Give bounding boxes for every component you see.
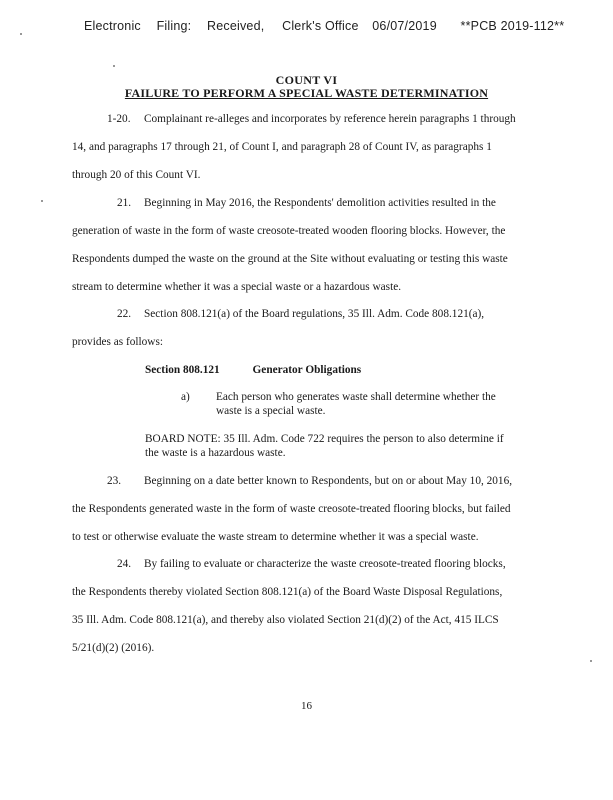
para-22-number: 22. <box>117 308 132 320</box>
scan-speck <box>590 660 592 662</box>
quote-item-line2: waste is a special waste. <box>216 405 326 417</box>
para-23-line2: the Respondents generated waste in the form of waste creosote-treated flooring blocks, but failed <box>72 503 511 515</box>
scan-speck <box>41 200 43 202</box>
para-1-20-line1: Complainant re-alleges and incorporates by reference herein paragraphs 1 through <box>144 113 516 125</box>
para-21-line2: generation of waste in the form of waste creosote-treated wooden flooring blocks. However, the <box>72 225 506 237</box>
para-24-number: 24. <box>117 558 132 570</box>
header-received: Received, <box>207 19 265 33</box>
para-24-line4: 5/21(d)(2) (2016). <box>72 642 155 654</box>
para-24-line3: 35 Ill. Adm. Code 808.121(a), and thereby also violated Section 21(d)(2) of the Act, 415 ILCS <box>72 614 499 626</box>
para-22-line1: Section 808.121(a) of the Board regulations, 35 Ill. Adm. Code 808.121(a), <box>144 308 485 320</box>
count-subtitle: FAILURE TO PERFORM A SPECIAL WASTE DETERMINATION <box>124 86 489 100</box>
page-number: 16 <box>301 700 312 712</box>
para-21-line4: stream to determine whether it was a special waste or a hazardous waste. <box>72 281 402 293</box>
quote-section-number: Section 808.121 <box>145 364 220 376</box>
quote-item-line1: Each person who generates waste shall determine whether the <box>216 391 496 403</box>
filing-header <box>84 19 564 33</box>
quote-note-line1: BOARD NOTE: 35 Ill. Adm. Code 722 requires the person to also determine if <box>145 433 504 445</box>
para-24-line1: By failing to evaluate or characterize the waste creosote-treated flooring blocks, <box>144 558 506 570</box>
quote-note-line2: the waste is a hazardous waste. <box>145 447 286 459</box>
header-clerks-office: Clerk's Office <box>282 19 359 33</box>
quote-item-label: a) <box>181 391 190 403</box>
para-1-20-number: 1-20. <box>107 113 131 125</box>
para-22-line2: provides as follows: <box>72 336 163 348</box>
para-21-number: 21. <box>117 197 132 209</box>
para-21-line1: Beginning in May 2016, the Respondents' demolition activities resulted in the <box>144 197 496 209</box>
header-electronic: Electronic <box>84 19 141 33</box>
scan-speck <box>113 65 115 67</box>
para-24-line2: the Respondents thereby violated Section 808.121(a) of the Board Waste Disposal Regulations, <box>72 586 503 598</box>
quote-section-heading <box>145 364 361 376</box>
scan-speck <box>20 33 22 35</box>
para-1-20-line3: through 20 of this Count VI. <box>72 169 201 181</box>
header-docket: **PCB 2019-112** <box>460 19 565 33</box>
count-title: COUNT VI <box>275 73 338 87</box>
header-filing: Filing: <box>156 19 192 33</box>
para-21-line3: Respondents dumped the waste on the ground at the Site without evaluating or testing this waste <box>72 253 508 265</box>
para-1-20-line2: 14, and paragraphs 17 through 21, of Count I, and paragraph 28 of Count IV, as paragraphs 1 <box>72 141 492 153</box>
header-date: 06/07/2019 <box>372 19 437 33</box>
quote-section-title: Generator Obligations <box>252 364 362 376</box>
para-23-line1: Beginning on a date better known to Respondents, but on or about May 10, 2016, <box>144 475 513 487</box>
para-23-line3: to test or otherwise evaluate the waste stream to determine whether it was a special waste. <box>72 531 479 543</box>
para-23-number: 23. <box>107 475 122 487</box>
